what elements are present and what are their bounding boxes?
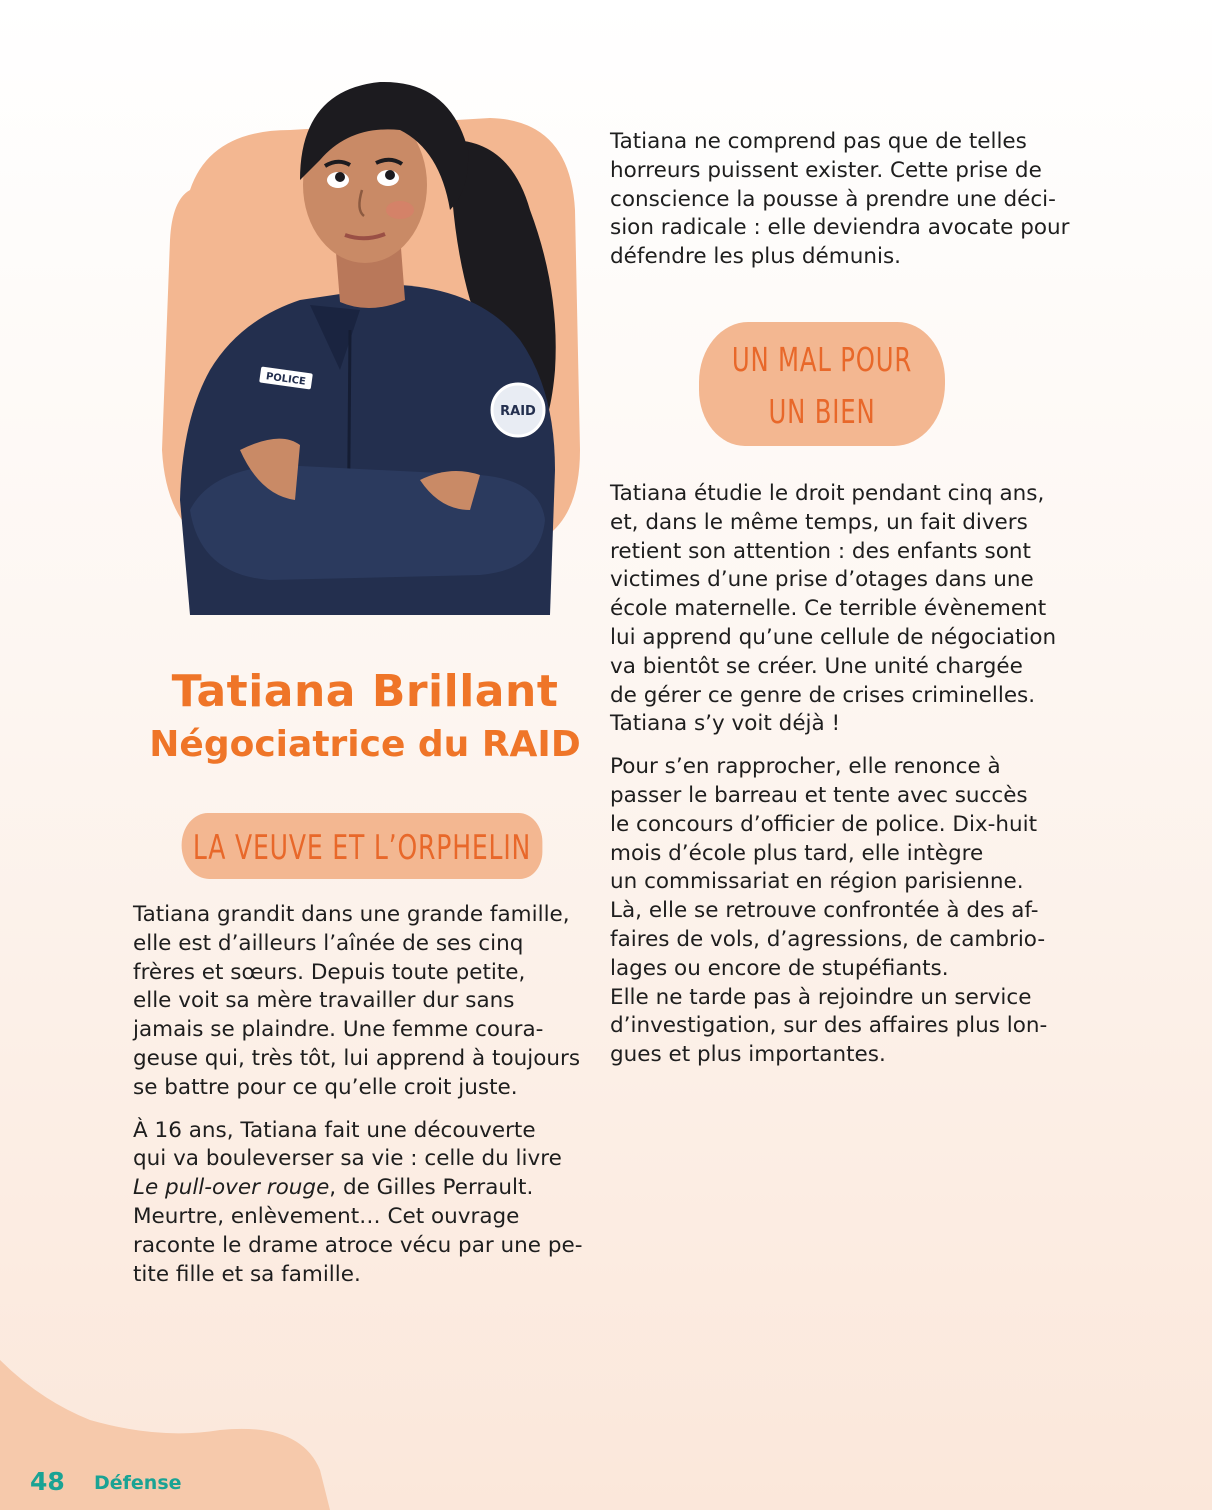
section-heading-mal-line-2: UN BIEN bbox=[768, 392, 876, 431]
page-number: 48 bbox=[30, 1467, 65, 1496]
person-role: Négociatrice du RAID bbox=[149, 724, 581, 765]
article-title bbox=[130, 664, 600, 770]
left-paragraph-2-end: , de Gilles Perrault. Meurtre, enlèvement… Cet ouvrage raconte le drame atroce vécu par une pe- tite fille et sa famille. bbox=[133, 1175, 583, 1287]
section-heading-mal-line-1: UN MAL POUR bbox=[731, 340, 913, 379]
section-heading-mal bbox=[699, 322, 945, 446]
section-name: Défense bbox=[94, 1472, 182, 1494]
left-paragraph-2-start: À 16 ans, Tatiana fait une découverte qui va bouleverser sa vie : celle du livre bbox=[133, 1117, 562, 1172]
crossed-arms bbox=[190, 465, 545, 580]
right-column-top bbox=[610, 128, 1080, 286]
right-paragraph-1: Tatiana ne comprend pas que de telles horreurs puissent exister. Cette prise de conscience la pousse à prendre une déci- sion radicale : elle deviendra avocate pour défendre les plus démunis. bbox=[610, 129, 1070, 270]
police-badge-text: POLICE bbox=[265, 371, 307, 388]
left-paragraph-1: Tatiana grandit dans une grande famille, elle est d’ailleurs l’aînée de ses cinq frères et sœurs. Depuis toute petite, elle voit sa mère travailler dur sans jamais se plaindre. Une femme coura- geuse qui, très tôt, lui apprend à toujours se battre pour ce qu’elle croit juste. bbox=[133, 902, 581, 1100]
right-paragraph-3: Pour s’en rapprocher, elle renonce à passer le barreau et tente avec succès le concours d’officier de police. Dix-huit mois d’école plus tard, elle intègre un commissariat en région parisienne. Là, elle se retrouve confrontée à des af- faires de vols, d’agressions, de cambrio- lages ou encore de stupéfiants. Elle ne tarde pas à rejoindre un service d’investigation, sur des affaires plus lon- gues et plus importantes. bbox=[610, 754, 1048, 1068]
right-column-bottom bbox=[610, 480, 1080, 1084]
person-name: Tatiana Brillant bbox=[171, 666, 559, 717]
portrait-illustration bbox=[150, 70, 590, 630]
right-paragraph-2: Tatiana étudie le droit pendant cinq ans, et, dans le même temps, un fait divers retient son attention : des enfants sont victimes d’une prise d’otages dans une école maternelle. Ce terrible évènement lui apprend qu’une cellule de négociation va bientôt se créer. Une unité chargée de gérer ce genre de crises criminelles. Tatiana s’y voit déjà ! bbox=[610, 481, 1057, 737]
raid-patch-text: RAID bbox=[500, 404, 536, 419]
left-column bbox=[133, 901, 603, 1303]
section-heading-veuve: LA VEUVE ET L’ORPHELIN bbox=[182, 813, 543, 879]
left-paragraph-2 bbox=[133, 1117, 603, 1290]
book-title: Le pull-over rouge bbox=[133, 1175, 330, 1201]
